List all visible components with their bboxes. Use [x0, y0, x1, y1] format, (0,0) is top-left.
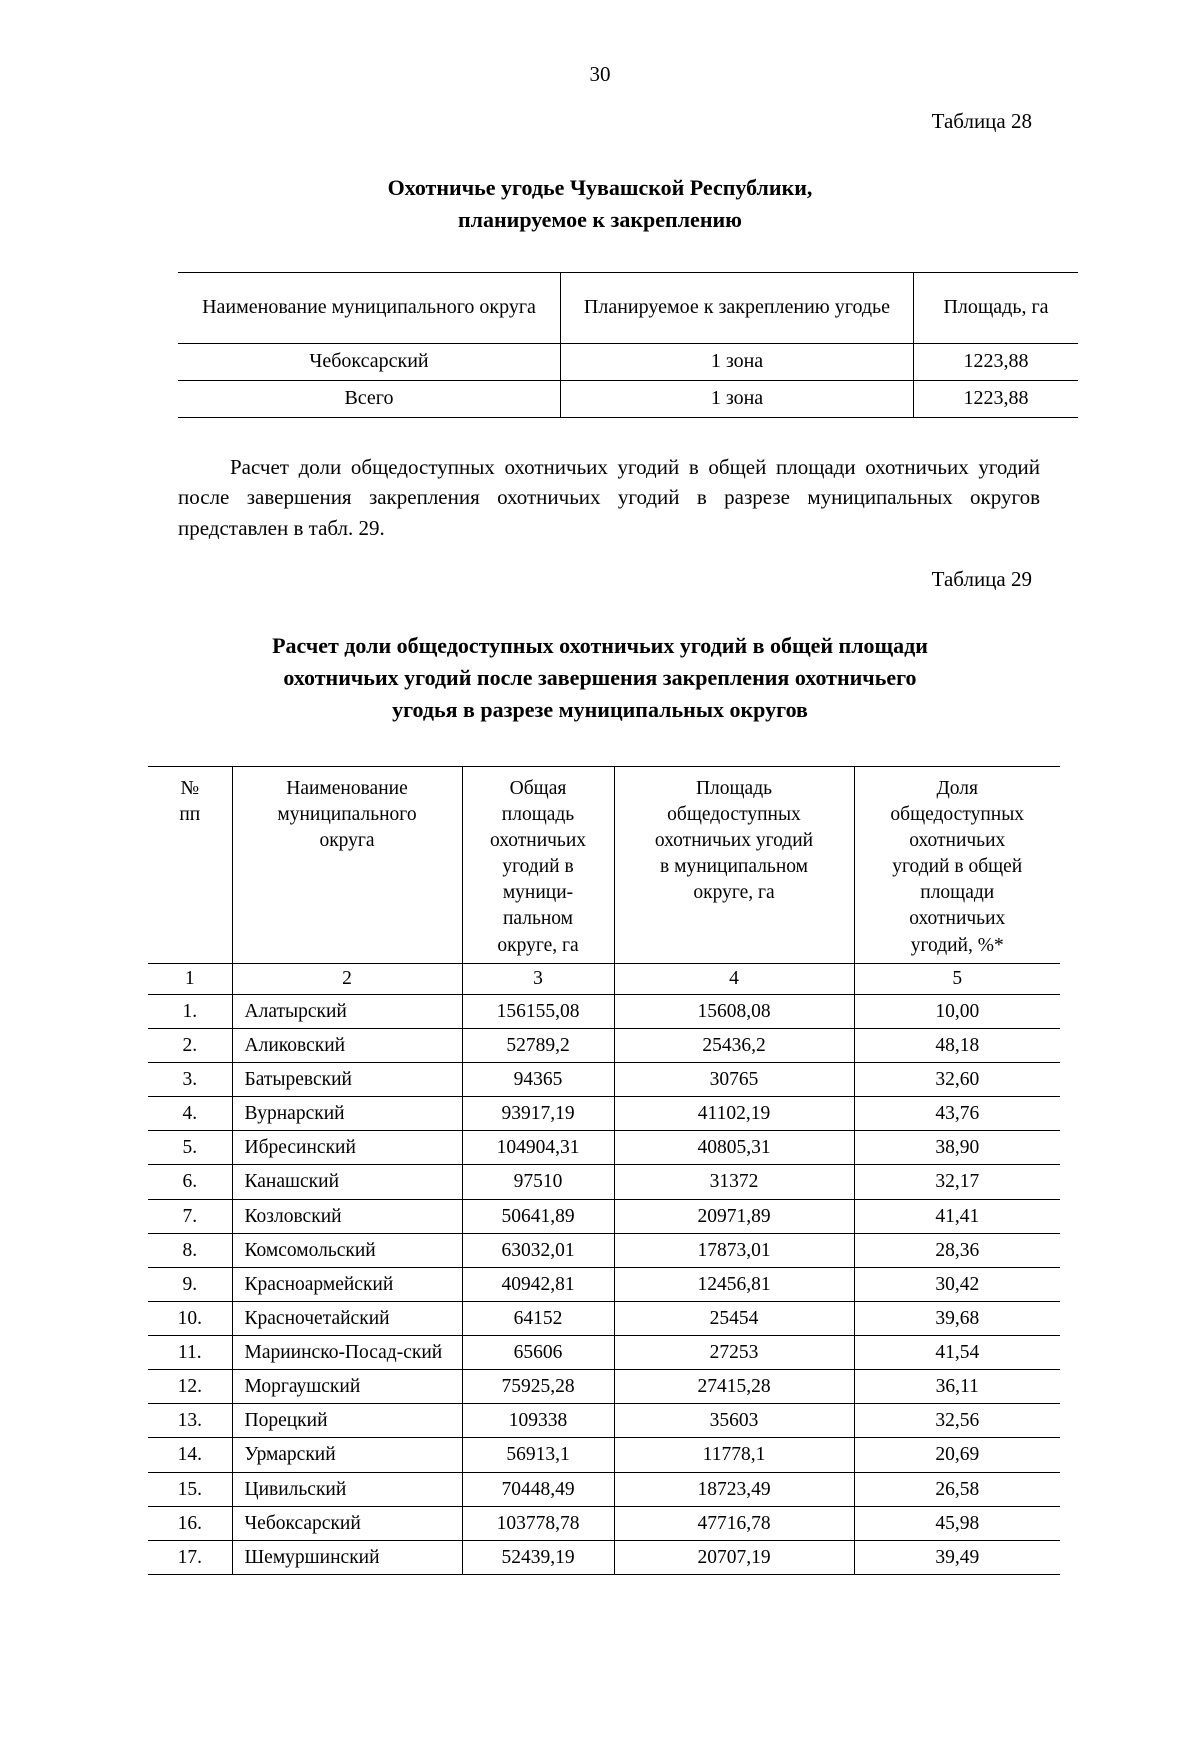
row-public: 27253 [614, 1336, 854, 1370]
table-28-title [0, 172, 1200, 236]
table-29-column-number-row [148, 963, 1060, 994]
row-no: 9. [148, 1267, 232, 1301]
row-public: 31372 [614, 1165, 854, 1199]
row-share: 32,17 [854, 1165, 1060, 1199]
row-name: Вурнарский [232, 1097, 462, 1131]
row-share: 32,60 [854, 1063, 1060, 1097]
header-line: площадь [501, 803, 575, 825]
row-no: 7. [148, 1199, 232, 1233]
row-no: 10. [148, 1301, 232, 1335]
table-row [148, 1370, 1060, 1404]
header-line: общедоступных [667, 803, 801, 825]
header-line: охотничьих [909, 908, 1006, 930]
table-row [148, 1063, 1060, 1097]
row-public: 27415,28 [614, 1370, 854, 1404]
row-no: 12. [148, 1370, 232, 1404]
header-line: округа [319, 830, 375, 852]
header-line: охотничьих [489, 830, 587, 852]
body-paragraph: Расчет доли общедоступных охотничьих угодий в общей площади охотничьих угодий после завершения закрепления охотничьих угодий в разрезе муниципальных округов представлен в табл. 29. [178, 454, 1040, 540]
table-29-header-no [148, 766, 232, 963]
header-line: муниципального [277, 803, 417, 825]
row-share: 32,56 [854, 1404, 1060, 1438]
table-28-head [178, 272, 1078, 343]
row-no: 4. [148, 1097, 232, 1131]
row-total: 52439,19 [462, 1540, 614, 1574]
table-29-title [0, 630, 1200, 726]
table-28-r1-municipality: Всего [178, 380, 561, 417]
table-row [148, 1438, 1060, 1472]
row-share: 20,69 [854, 1438, 1060, 1472]
table-28-r0-municipality: Чебоксарский [178, 343, 561, 380]
row-no: 11. [148, 1336, 232, 1370]
row-no: 8. [148, 1233, 232, 1267]
table-28-r0-area: 1223,88 [914, 343, 1079, 380]
row-no: 16. [148, 1506, 232, 1540]
row-share: 41,41 [854, 1199, 1060, 1233]
col-number: 1 [148, 963, 232, 994]
table-29-header-row [148, 766, 1060, 963]
row-share: 48,18 [854, 1028, 1060, 1062]
row-no: 15. [148, 1472, 232, 1506]
document-page [0, 64, 1200, 1761]
row-no: 17. [148, 1540, 232, 1574]
row-public: 25436,2 [614, 1028, 854, 1062]
row-total: 70448,49 [462, 1472, 614, 1506]
row-total: 65606 [462, 1336, 614, 1370]
header-line: Доля [936, 777, 978, 799]
header-line: в муниципальном [660, 856, 808, 878]
header-line: охотничьих [909, 830, 1006, 852]
row-public: 15608,08 [614, 994, 854, 1028]
header-line: пальном [502, 908, 574, 930]
row-total: 103778,78 [462, 1506, 614, 1540]
row-total: 109338 [462, 1404, 614, 1438]
row-public: 11778,1 [614, 1438, 854, 1472]
header-line: угодий, %* [910, 934, 1004, 956]
row-share: 43,76 [854, 1097, 1060, 1131]
table-row [148, 1131, 1060, 1165]
table-28-header-row [178, 272, 1078, 343]
row-name: Аликовский [232, 1028, 462, 1062]
header-line: округе, га [497, 934, 579, 956]
table-28-r0-planned: 1 зона [561, 343, 914, 380]
row-total: 75925,28 [462, 1370, 614, 1404]
table-row [148, 1199, 1060, 1233]
row-public: 35603 [614, 1404, 854, 1438]
row-name: Ибресинский [232, 1131, 462, 1165]
row-name: Урмарский [232, 1438, 462, 1472]
row-name: Красноармейский [232, 1267, 462, 1301]
row-no: 2. [148, 1028, 232, 1062]
row-total: 93917,19 [462, 1097, 614, 1131]
row-public: 41102,19 [614, 1097, 854, 1131]
row-name: Комсомольский [232, 1233, 462, 1267]
row-share: 36,11 [854, 1370, 1060, 1404]
header-line: Наименование [286, 777, 408, 799]
table-row [148, 1540, 1060, 1574]
row-no: 3. [148, 1063, 232, 1097]
table-29-container [0, 766, 1200, 1575]
header-line: угодий в общей [892, 856, 1023, 878]
table-row [148, 1506, 1060, 1540]
row-total: 94365 [462, 1063, 614, 1097]
table-row [148, 1472, 1060, 1506]
row-public: 30765 [614, 1063, 854, 1097]
table-row [148, 1336, 1060, 1370]
table-row [148, 1267, 1060, 1301]
header-line: Площадь [695, 777, 773, 799]
table-28 [178, 272, 1078, 418]
table-row [148, 1097, 1060, 1131]
row-name: Мариинско-Посад-ский [232, 1336, 462, 1370]
table-row [148, 994, 1060, 1028]
table-row [148, 1165, 1060, 1199]
row-name: Чебоксарский [232, 1506, 462, 1540]
row-name: Канашский [232, 1165, 462, 1199]
table-29-head [148, 766, 1060, 963]
table-29-header-public-area [614, 766, 854, 963]
header-line: пп [179, 803, 201, 825]
header-line: округе, га [693, 882, 775, 904]
row-public: 17873,01 [614, 1233, 854, 1267]
row-name: Моргаушский [232, 1370, 462, 1404]
row-public: 12456,81 [614, 1267, 854, 1301]
row-share: 39,49 [854, 1540, 1060, 1574]
row-public: 18723,49 [614, 1472, 854, 1506]
table-29-header-share [854, 766, 1060, 963]
table-row [148, 1028, 1060, 1062]
table-28-container [0, 272, 1200, 418]
header-line: муници- [502, 882, 574, 904]
page-number: 30 [589, 62, 611, 86]
row-total: 52789,2 [462, 1028, 614, 1062]
row-share: 41,54 [854, 1336, 1060, 1370]
row-no: 13. [148, 1404, 232, 1438]
row-share: 45,98 [854, 1506, 1060, 1540]
table-row [148, 1404, 1060, 1438]
header-line: охотничьих угодий [654, 830, 814, 852]
table-row [148, 1233, 1060, 1267]
row-name: Цивильский [232, 1472, 462, 1506]
table-29-header-name [232, 766, 462, 963]
row-name: Алатырский [232, 994, 462, 1028]
row-public: 40805,31 [614, 1131, 854, 1165]
table-28-header-planned: Планируемое к закреплению угодье [561, 272, 914, 343]
row-share: 39,68 [854, 1301, 1060, 1335]
row-name: Шемуршинский [232, 1540, 462, 1574]
table-28-body [178, 343, 1078, 417]
row-total: 97510 [462, 1165, 614, 1199]
row-name: Порецкий [232, 1404, 462, 1438]
row-total: 40942,81 [462, 1267, 614, 1301]
table-28-header-area: Площадь, га [914, 272, 1079, 343]
col-number: 3 [462, 963, 614, 994]
row-public: 20971,89 [614, 1199, 854, 1233]
table-28-r1-planned: 1 зона [561, 380, 914, 417]
col-number: 2 [232, 963, 462, 994]
table-29-title-line-3: угодья в разрезе муниципальных округов [392, 696, 808, 722]
row-no: 1. [148, 994, 232, 1028]
row-share: 38,90 [854, 1131, 1060, 1165]
table-28-label: Таблица 28 [931, 109, 1032, 133]
table-28-title-line-1: Охотничье угодье Чувашской Республики, [387, 175, 813, 200]
row-total: 64152 [462, 1301, 614, 1335]
row-no: 6. [148, 1165, 232, 1199]
table-29-header-total-area [462, 766, 614, 963]
row-total: 50641,89 [462, 1199, 614, 1233]
row-total: 56913,1 [462, 1438, 614, 1472]
col-number: 5 [854, 963, 1060, 994]
row-total: 104904,31 [462, 1131, 614, 1165]
table-row [148, 1301, 1060, 1335]
header-line: Общая [509, 777, 567, 799]
row-public: 25454 [614, 1301, 854, 1335]
table-29-body [148, 963, 1060, 1574]
table-29-title-line-2: охотничьих угодий после завершения закрепления охотничьего [283, 664, 917, 690]
table-29-label: Таблица 29 [931, 567, 1032, 592]
row-total: 63032,01 [462, 1233, 614, 1267]
row-share: 26,58 [854, 1472, 1060, 1506]
row-no: 5. [148, 1131, 232, 1165]
col-number: 4 [614, 963, 854, 994]
row-public: 20707,19 [614, 1540, 854, 1574]
table-29 [148, 766, 1060, 1575]
row-no: 14. [148, 1438, 232, 1472]
table-row [178, 380, 1078, 417]
header-line: общедоступных [890, 803, 1025, 825]
table-29-title-line-1: Расчет доли общедоступных охотничьих угодий в общей площади [272, 633, 928, 659]
row-share: 10,00 [854, 994, 1060, 1028]
header-line: площади [920, 882, 995, 904]
row-name: Батыревский [232, 1063, 462, 1097]
row-public: 47716,78 [614, 1506, 854, 1540]
table-row [178, 343, 1078, 380]
table-28-title-line-2: планируемое к закреплению [457, 206, 742, 232]
table-28-header-municipality: Наименование муниципального округа [178, 272, 561, 343]
row-name: Красночетайский [232, 1301, 462, 1335]
header-line: угодий в [502, 856, 574, 878]
row-share: 28,36 [854, 1233, 1060, 1267]
row-share: 30,42 [854, 1267, 1060, 1301]
table-28-r1-area: 1223,88 [914, 380, 1079, 417]
row-total: 156155,08 [462, 994, 614, 1028]
header-line: № [180, 777, 200, 799]
row-name: Козловский [232, 1199, 462, 1233]
